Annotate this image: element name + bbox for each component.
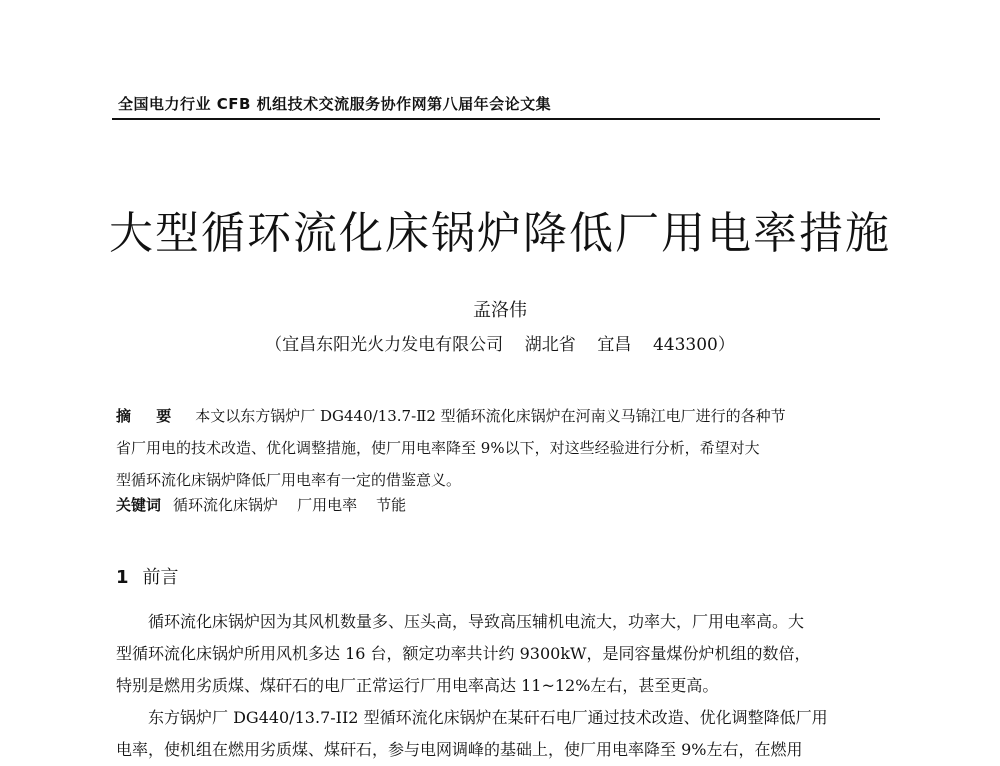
body-line: 循环流化床锅炉因为其风机数量多、压头高，导致高压辅机电流大，功率大，厂用电率高。大 — [148, 612, 805, 631]
keywords-label: 关键词 — [116, 496, 162, 514]
section-number: 1 — [116, 567, 129, 588]
body-text — [116, 606, 880, 766]
section-heading — [116, 563, 179, 589]
author-name: 孟洛伟 — [473, 300, 527, 321]
abstract-line — [116, 400, 880, 432]
body-line: 东方锅炉厂 DG440/13.7-II2 型循环流化床锅炉在某矸石电厂通过技术改造、优化调整降低厂用 — [148, 708, 828, 727]
abstract-text: 本文以东方锅炉厂 DG440/13.7-Ⅱ2 型循环流化床锅炉在河南义马锦江电厂进行的各种节 — [195, 407, 786, 425]
body-line: 电率，使机组在燃用劣质煤、煤矸石，参与电网调峰的基础上，使厂用电率降至 9%左右，在燃用 — [116, 740, 803, 759]
section-title: 前言 — [142, 567, 179, 588]
keywords-block — [116, 494, 880, 515]
abstract-block — [116, 400, 880, 496]
abstract-line: 型循环流化床锅炉降低厂用电率有一定的借鉴意义。 — [116, 471, 462, 489]
header-rule — [112, 118, 880, 120]
keywords-text: 循环流化床锅炉 厂用电率 节能 — [173, 496, 407, 514]
abstract-line: 省厂用电的技术改造、优化调整措施，使厂用电率降至 9%以下，对这些经验进行分析，希望对大 — [116, 439, 760, 457]
running-header: 全国电力行业 CFB 机组技术交流服务协作网第八届年会论文集 — [118, 95, 552, 113]
paper-title: 大型循环流化床锅炉降低厂用电率措施 — [109, 208, 891, 259]
body-line: 特别是燃用劣质煤、煤矸石的电厂正常运行厂用电率高达 11~12%左右，甚至更高。 — [116, 676, 719, 695]
author-affiliation: （宜昌东阳光火力发电有限公司 湖北省 宜昌 443300） — [265, 335, 735, 355]
body-line: 型循环流化床锅炉所用风机多达 16 台，额定功率共计约 9300kW，是同容量煤份炉机组的数倍， — [116, 644, 811, 663]
abstract-label: 摘 要 — [116, 407, 182, 425]
